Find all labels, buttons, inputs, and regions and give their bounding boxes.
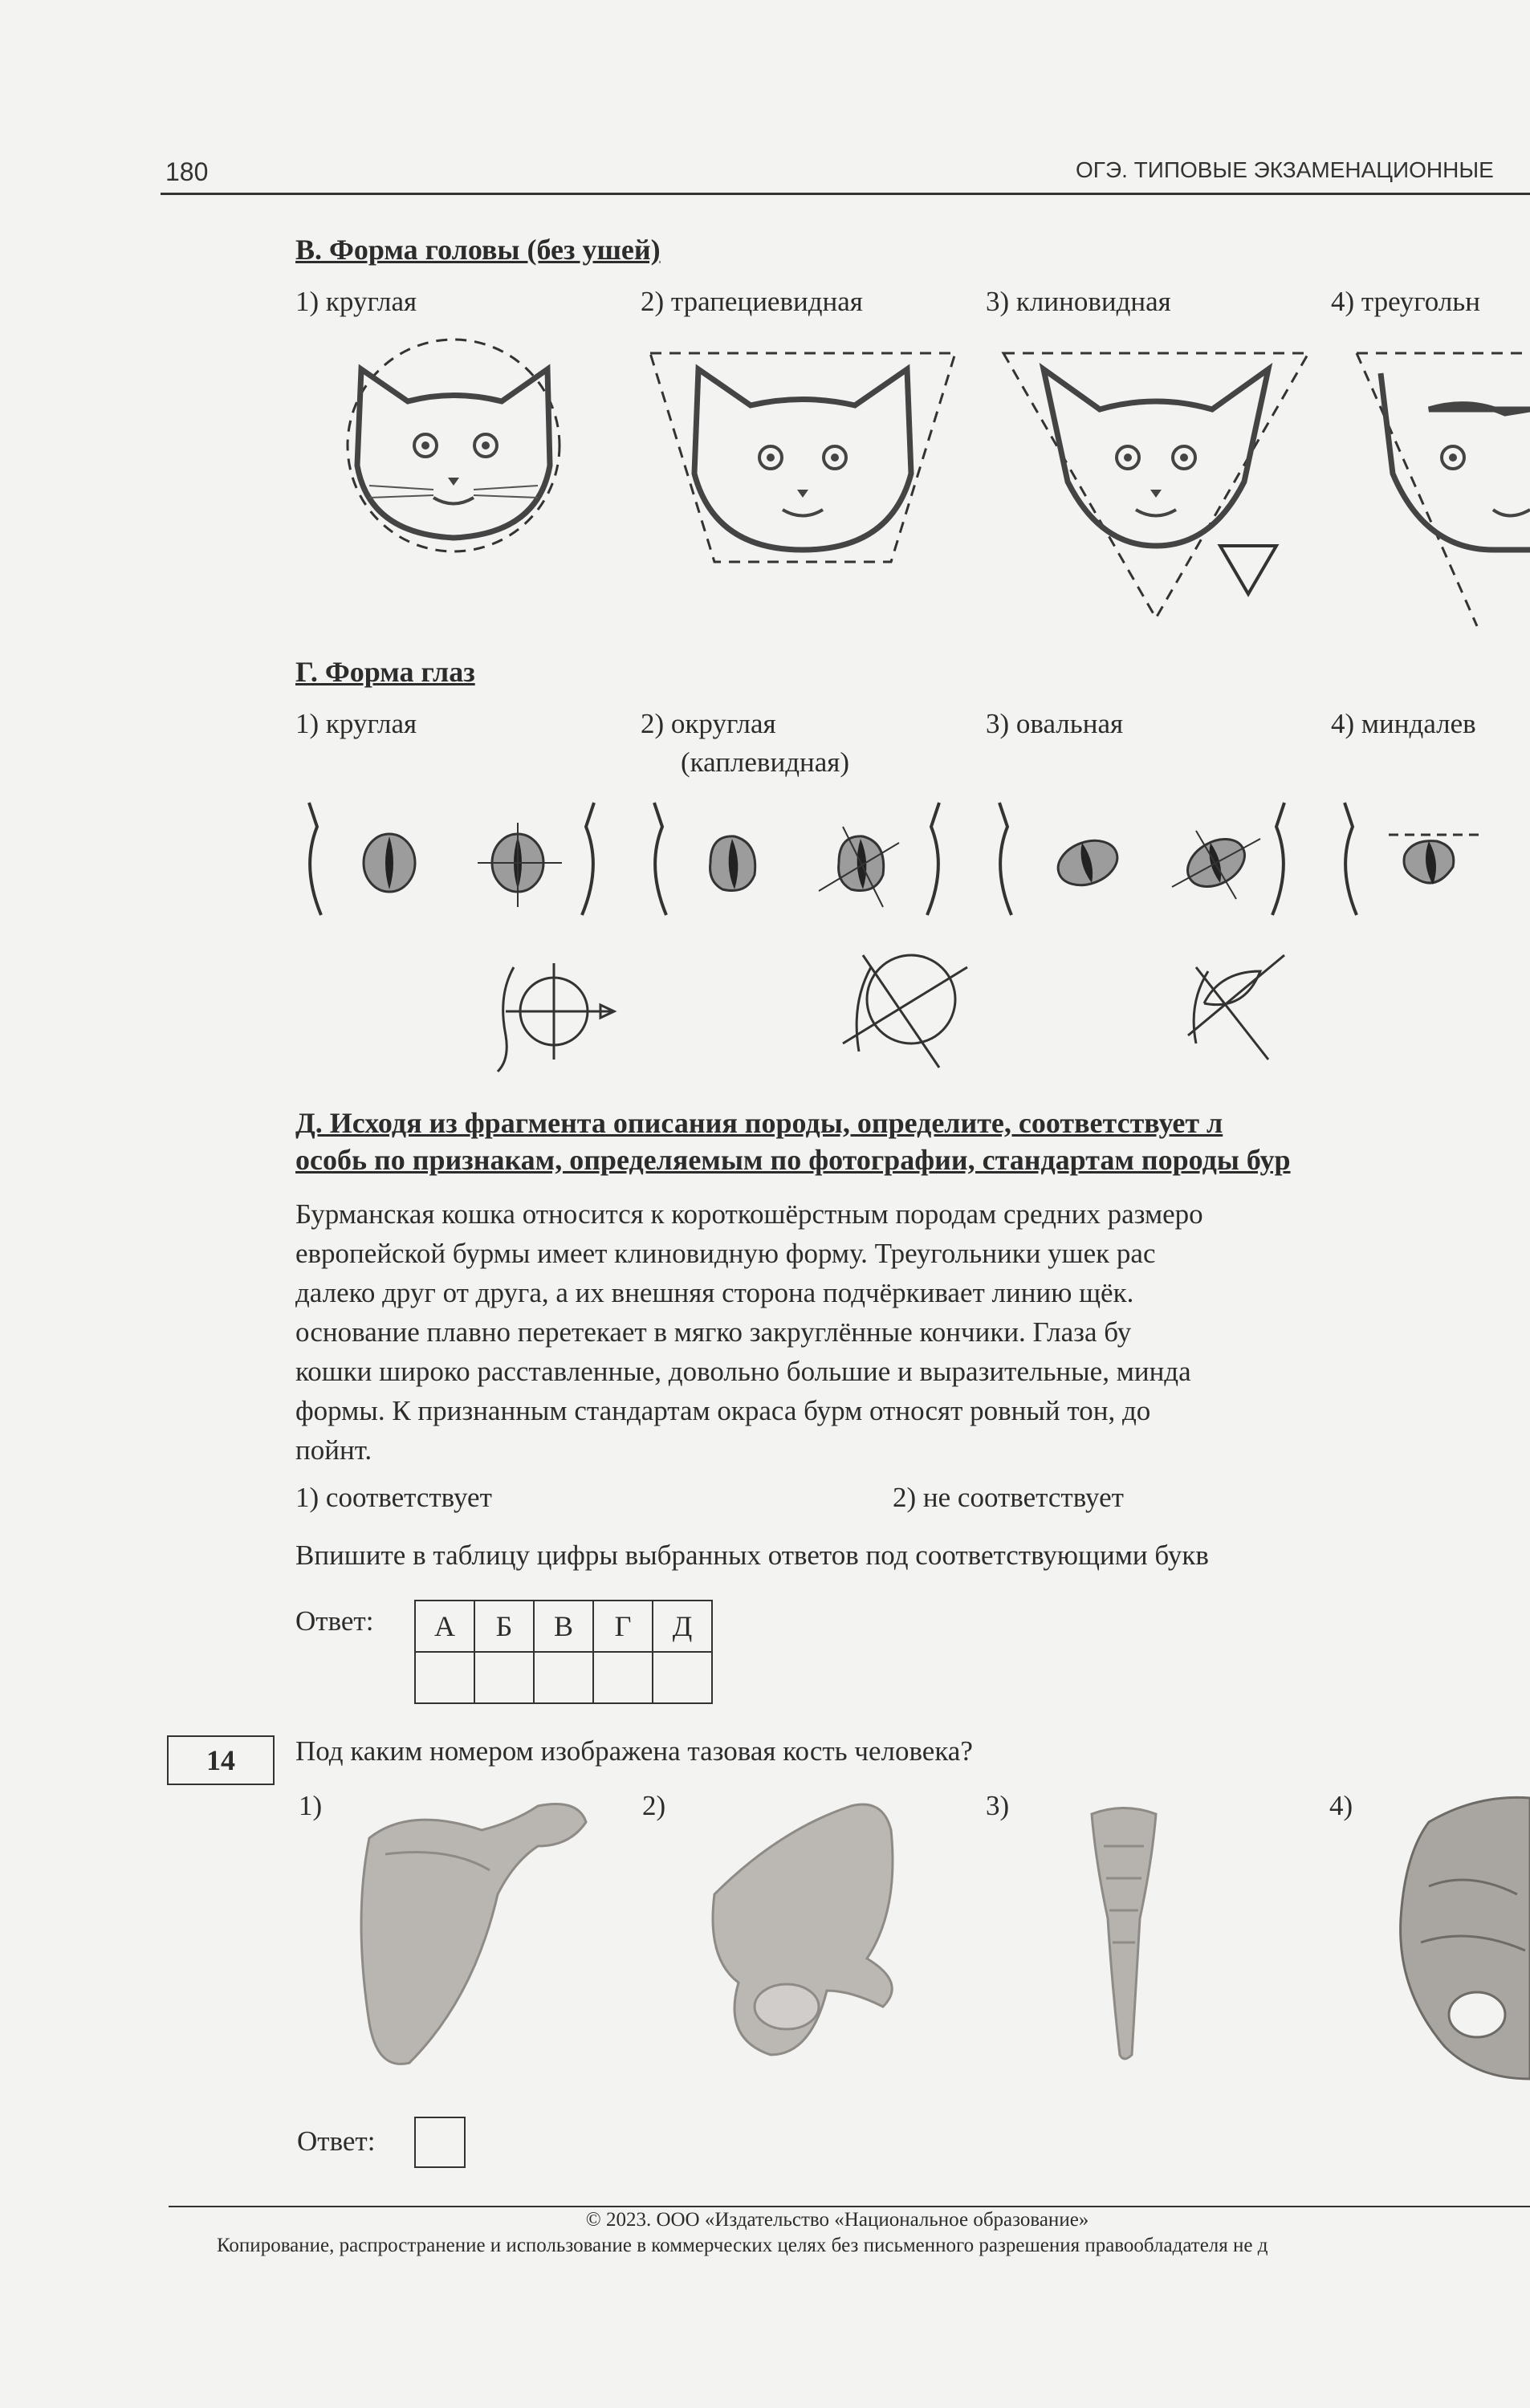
answer-table	[414, 1600, 713, 1704]
choice-not-matches: 2) не соответствует	[893, 1482, 1124, 1513]
section-v-option-3: 3) клиновидная	[986, 286, 1171, 317]
cat-head-triangle-figure	[1349, 337, 1530, 642]
breed-description-line: основание плавно перетекает в мягко закруглённые кончики. Глаза бу	[295, 1316, 1132, 1348]
bone-option-4-label: 4)	[1329, 1790, 1353, 1821]
answer-cell-d[interactable]	[653, 1652, 712, 1703]
cat-head-trapezoid-figure	[642, 337, 963, 570]
footer-copyright: © 2023. ООО «Издательство «Национальное образование»	[585, 2209, 1089, 2231]
running-title: ОГЭ. ТИПОВЫЕ ЭКЗАМЕНАЦИОННЫЕ	[1076, 157, 1494, 182]
answer-cell-v[interactable]	[534, 1652, 593, 1703]
section-g-option-3: 3) овальная	[986, 708, 1124, 739]
answer-header-g: Г	[593, 1601, 653, 1652]
choice-matches: 1) соответствует	[295, 1482, 492, 1513]
footer-divider	[169, 2206, 1530, 2207]
sacrum-image	[1076, 1798, 1172, 2063]
section-v-option-1: 1) круглая	[295, 286, 417, 317]
answer-cell-b[interactable]	[474, 1652, 534, 1703]
bone-option-1-label: 1)	[299, 1790, 323, 1821]
header-divider	[161, 193, 1530, 195]
section-g-option-2-extra: (каплевидная)	[681, 746, 850, 778]
page-number: 180	[165, 157, 209, 186]
section-g-option-2: 2) округлая	[641, 708, 776, 739]
breed-description-line: европейской бурмы имеет клиновидную форму. Треугольники ушек рас	[295, 1238, 1156, 1269]
breed-description-line: Бурманская кошка относится к короткошёрстным породам средних размеро	[295, 1198, 1203, 1230]
bone-option-3-label: 3)	[986, 1790, 1010, 1821]
answer-header-b: Б	[474, 1601, 534, 1652]
answer-cell-a[interactable]	[415, 1652, 474, 1703]
answer-cell-g[interactable]	[593, 1652, 653, 1703]
section-d-title-line-1: Д. Исходя из фрагмента описания породы, определите, соответствует л	[295, 1107, 1223, 1139]
footer-legal-notice: Копирование, распространение и использование в коммерческих целях без письменного разрешения правообладателя не д	[217, 2235, 1268, 2256]
section-g-option-4: 4) миндалев	[1331, 708, 1476, 739]
answer-header-v: В	[534, 1601, 593, 1652]
section-v-option-4: 4) треугольн	[1331, 286, 1480, 317]
breed-description-line: формы. К признанным стандартам окраса бурм относят ровный тон, до	[295, 1395, 1151, 1426]
pelvic-bone-image	[690, 1798, 931, 2063]
answer-header-a: А	[415, 1601, 474, 1652]
task14-answer-box[interactable]	[414, 2117, 466, 2168]
section-g-option-1: 1) круглая	[295, 708, 417, 739]
task14-answer-label: Ответ:	[297, 2125, 376, 2157]
skull-base-image	[1381, 1790, 1530, 2087]
breed-description	[295, 1194, 1530, 1470]
breed-description-line: пойнт.	[295, 1434, 372, 1466]
breed-description-line: кошки широко расставленные, довольно большие и выразительные, минда	[295, 1356, 1191, 1387]
cat-head-wedge-figure	[995, 337, 1316, 626]
eye-shapes-figure	[297, 795, 1530, 1084]
task-question: Под каким номером изображена тазовая кость человека?	[295, 1735, 973, 1767]
cat-head-round-figure	[337, 325, 578, 566]
answer-header-d: Д	[653, 1601, 712, 1652]
section-d-title-line-2: особь по признакам, определяемым по фотографии, стандартам породы бур	[295, 1144, 1291, 1176]
table-instruction: Впишите в таблицу цифры выбранных ответов под соответствующими букв	[295, 1540, 1209, 1571]
section-v-option-2: 2) трапециевидная	[641, 286, 863, 317]
bone-option-2-label: 2)	[642, 1790, 666, 1821]
scapula-image	[353, 1798, 594, 2079]
section-g-title: Г. Форма глаз	[295, 656, 475, 688]
section-v-title: В. Форма головы (без ушей)	[295, 234, 661, 266]
answer-label: Ответ:	[295, 1605, 374, 1637]
breed-description-line: далеко друг от друга, а их внешняя сторона подчёркивает линию щёк.	[295, 1277, 1134, 1308]
task-number-box: 14	[167, 1735, 275, 1785]
